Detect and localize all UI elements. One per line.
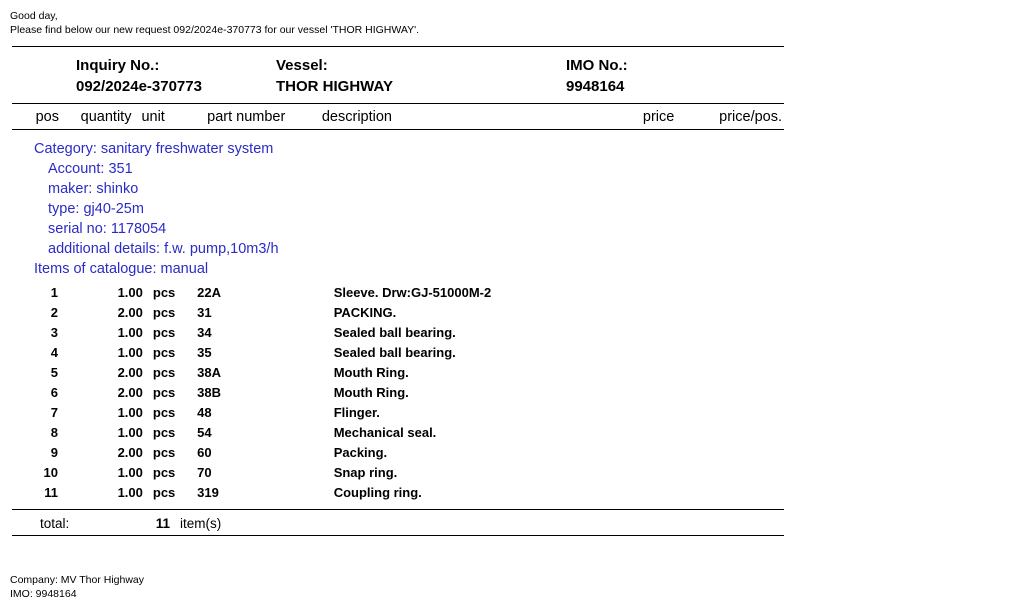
- item-pos: 11: [44, 485, 58, 500]
- item-pos: 1: [50, 285, 58, 300]
- item-part-number: 34: [197, 325, 212, 340]
- table-row: [12, 463, 784, 483]
- column-header-unit: unit: [141, 109, 165, 125]
- item-part-number: 48: [197, 405, 212, 420]
- vessel-value: THOR HIGHWAY: [276, 78, 393, 95]
- item-pos: 3: [50, 325, 58, 340]
- divider-bottom: [12, 535, 784, 536]
- item-unit: pcs: [152, 445, 176, 460]
- item-part-number: 38A: [197, 365, 221, 380]
- item-pos: 9: [50, 445, 58, 460]
- item-part-number: 54: [197, 425, 212, 440]
- item-unit: pcs: [152, 405, 176, 420]
- meta-additional-details: additional details: f.w. pump,10m3/h: [48, 241, 279, 257]
- table-row: [12, 483, 784, 503]
- column-header-quantity: quantity: [80, 109, 132, 125]
- item-pos: 4: [50, 345, 58, 360]
- table-row: [12, 383, 784, 403]
- item-quantity: 1.00: [117, 325, 143, 340]
- column-header-price: price: [642, 109, 675, 125]
- item-description: PACKING.: [333, 305, 397, 320]
- meta-items-of-catalogue: Items of catalogue: manual: [34, 261, 209, 277]
- item-quantity: 2.00: [117, 365, 143, 380]
- item-description: Mouth Ring.: [333, 385, 409, 400]
- total-count: 11: [155, 516, 170, 531]
- item-quantity: 1.00: [117, 485, 143, 500]
- table-row: [12, 283, 784, 303]
- column-header-description: description: [321, 109, 392, 125]
- item-part-number: 38B: [197, 385, 221, 400]
- intro-request-line: Please find below our new request 092/2024e-370773 for our vessel 'THOR HIGHWAY'.: [10, 24, 420, 36]
- item-pos: 5: [50, 365, 58, 380]
- total-label: total:: [40, 516, 70, 531]
- item-unit: pcs: [152, 485, 176, 500]
- table-row: [12, 303, 784, 323]
- table-column-headers: [12, 104, 784, 129]
- item-quantity: 2.00: [117, 305, 143, 320]
- meta-type: type: gj40-25m: [48, 201, 144, 217]
- table-row: [12, 343, 784, 363]
- intro-text: [10, 9, 419, 37]
- inquiry-document: [12, 46, 784, 536]
- meta-account: Account: 351: [48, 161, 133, 177]
- item-unit: pcs: [152, 285, 176, 300]
- totals-row: [12, 510, 784, 535]
- imo-no-value: 9948164: [566, 78, 625, 95]
- item-pos: 2: [50, 305, 58, 320]
- category-meta-block: [12, 130, 784, 279]
- item-quantity: 1.00: [117, 425, 143, 440]
- footer-block: [10, 573, 144, 601]
- item-quantity: 2.00: [117, 445, 143, 460]
- item-pos: 6: [50, 385, 58, 400]
- item-part-number: 22A: [197, 285, 221, 300]
- footer-company: Company: MV Thor Highway: [10, 574, 145, 586]
- item-part-number: 60: [197, 445, 212, 460]
- inquiry-no-label: Inquiry No.:: [76, 57, 160, 74]
- vessel-block: [276, 55, 566, 97]
- item-quantity: 1.00: [117, 465, 143, 480]
- table-row: [12, 403, 784, 423]
- imo-no-label: IMO No.:: [566, 57, 628, 74]
- item-pos: 7: [50, 405, 58, 420]
- item-unit: pcs: [152, 365, 176, 380]
- item-pos: 10: [43, 465, 58, 480]
- inquiry-no-block: [12, 55, 276, 97]
- item-quantity: 1.00: [117, 285, 143, 300]
- item-part-number: 35: [197, 345, 212, 360]
- item-description: Flinger.: [333, 405, 380, 420]
- item-part-number: 31: [197, 305, 212, 320]
- meta-maker: maker: shinko: [48, 181, 139, 197]
- column-header-pos: pos: [35, 109, 59, 125]
- table-row: [12, 363, 784, 383]
- item-part-number: 70: [197, 465, 212, 480]
- item-pos: 8: [50, 425, 58, 440]
- vessel-label: Vessel:: [276, 57, 328, 74]
- item-description: Snap ring.: [333, 465, 398, 480]
- meta-serial-no: serial no: 1178054: [48, 221, 167, 237]
- item-description: Coupling ring.: [333, 485, 422, 500]
- item-description: Sealed ball bearing.: [333, 345, 456, 360]
- item-description: Sealed ball bearing.: [333, 325, 456, 340]
- item-description: Mouth Ring.: [333, 365, 409, 380]
- meta-category: Category: sanitary freshwater system: [34, 141, 274, 157]
- footer-imo: IMO: 9948164: [10, 588, 77, 600]
- item-quantity: 2.00: [117, 385, 143, 400]
- item-unit: pcs: [152, 425, 176, 440]
- table-row: [12, 323, 784, 343]
- item-description: Mechanical seal.: [333, 425, 437, 440]
- inquiry-no-value: 092/2024e-370773: [76, 78, 202, 95]
- table-row: [12, 423, 784, 443]
- item-unit: pcs: [152, 465, 176, 480]
- item-unit: pcs: [152, 345, 176, 360]
- item-quantity: 1.00: [117, 345, 143, 360]
- items-table: [12, 279, 784, 509]
- total-unit: item(s): [180, 516, 222, 531]
- item-unit: pcs: [152, 325, 176, 340]
- item-unit: pcs: [152, 305, 176, 320]
- imo-no-block: [566, 55, 776, 97]
- item-quantity: 1.00: [117, 405, 143, 420]
- column-header-part-number: part number: [207, 109, 286, 125]
- table-row: [12, 443, 784, 463]
- document-header: [12, 47, 784, 103]
- item-description: Sleeve. Drw:GJ-51000M-2: [333, 285, 492, 300]
- intro-greeting: Good day,: [10, 10, 58, 22]
- item-unit: pcs: [152, 385, 176, 400]
- item-part-number: 319: [197, 485, 219, 500]
- item-description: Packing.: [333, 445, 388, 460]
- column-header-price-pos: price/pos.: [719, 109, 783, 125]
